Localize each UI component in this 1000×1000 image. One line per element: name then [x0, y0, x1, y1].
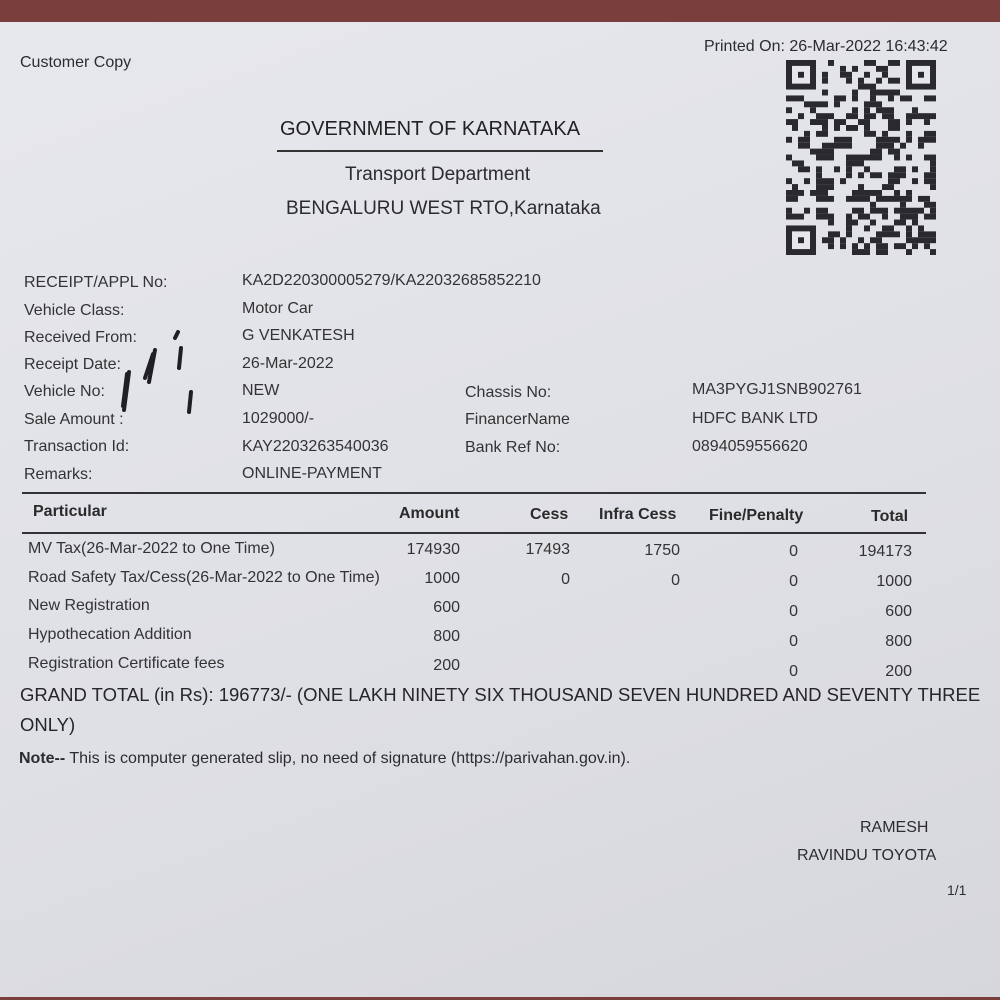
signatory-name: RAMESH: [860, 819, 929, 836]
title-underline: [277, 150, 603, 152]
bank-ref-label: Bank Ref No:: [465, 439, 561, 456]
transaction-id-label: Transaction Id:: [24, 438, 130, 455]
received-from-label: Received From:: [24, 329, 137, 346]
receipt-paper: [0, 22, 1000, 997]
table-row-particular: Hypothecation Addition: [28, 626, 192, 643]
note-prefix: Note--: [19, 750, 66, 767]
sale-amount-value: 1029000/-: [242, 410, 315, 427]
table-row-total: 1000: [876, 573, 912, 590]
table-row-amount: 174930: [406, 541, 460, 558]
table-row-fine: 0: [789, 663, 798, 680]
table-row-particular: Road Safety Tax/Cess(26-Mar-2022 to One Time): [28, 569, 380, 586]
table-row-fine: 0: [789, 573, 798, 590]
grand-total-line-2: ONLY): [20, 714, 76, 735]
table-row-amount: 600: [433, 599, 460, 616]
receipt-no-label: RECEIPT/APPL No:: [24, 274, 168, 291]
printed-on-timestamp: Printed On: 26-Mar-2022 16:43:42: [704, 38, 948, 55]
page-number: 1/1: [947, 882, 967, 898]
remarks-label: Remarks:: [24, 466, 93, 483]
table-row-total: 600: [885, 603, 912, 620]
table-row-cess: 0: [561, 571, 570, 588]
table-row-particular: New Registration: [28, 597, 150, 614]
customer-copy-label: Customer Copy: [20, 54, 132, 71]
col-header-particular: Particular: [33, 503, 107, 520]
table-row-particular: MV Tax(26-Mar-2022 to One Time): [28, 540, 275, 557]
table-row-total: 194173: [858, 543, 912, 560]
sale-amount-label: Sale Amount :: [24, 411, 124, 428]
col-header-amount: Amount: [399, 505, 460, 522]
col-header-total: Total: [871, 508, 909, 525]
bank-ref-value: 0894059556620: [692, 438, 808, 455]
chassis-no-value: MA3PYGJ1SNB902761: [692, 381, 862, 398]
receipt-date-value: 26-Mar-2022: [242, 355, 334, 372]
department-name: Transport Department: [345, 164, 531, 185]
org-title: GOVERNMENT OF KARNATAKA: [280, 118, 581, 140]
table-row-fine: 0: [789, 633, 798, 650]
col-header-infra-cess: Infra Cess: [599, 506, 677, 523]
financer-name-label: FinancerName: [465, 411, 570, 428]
note-text: This is computer generated slip, no need of signature (https://parivahan.gov.in).: [69, 750, 631, 767]
remarks-value: ONLINE-PAYMENT: [242, 465, 382, 482]
grand-total-line-1: GRAND TOTAL (in Rs): 196773/- (ONE LAKH NINETY SIX THOUSAND SEVEN HUNDRED AND SEVENTY THREE: [20, 684, 981, 705]
signatory-dealer: RAVINDU TOYOTA: [797, 847, 937, 864]
table-row-amount: 800: [433, 628, 460, 645]
vehicle-class-value: Motor Car: [242, 300, 314, 317]
rto-office: BENGALURU WEST RTO,Karnataka: [286, 198, 601, 219]
pen-mark-scribble: [115, 312, 205, 442]
receipt-date-label: Receipt Date:: [24, 356, 121, 373]
table-row-infra-cess: 1750: [644, 542, 680, 559]
table-header-rule: [22, 532, 926, 534]
receipt-no-value: KA2D220300005279/KA22032685852210: [242, 272, 541, 289]
vehicle-class-label: Vehicle Class:: [24, 302, 125, 319]
table-top-rule: [22, 492, 926, 494]
col-header-cess: Cess: [530, 506, 569, 523]
vehicle-no-label: Vehicle No:: [24, 383, 105, 400]
transaction-id-value: KAY2203263540036: [242, 438, 389, 455]
chassis-no-label: Chassis No:: [465, 384, 552, 401]
table-row-total: 200: [885, 663, 912, 680]
table-row-total: 800: [885, 633, 912, 650]
table-row-cess: 17493: [525, 541, 570, 558]
table-row-fine: 0: [789, 603, 798, 620]
table-row-infra-cess: 0: [671, 572, 680, 589]
note-line: [19, 750, 630, 768]
table-row-particular: Registration Certificate fees: [28, 655, 225, 672]
received-from-value: G VENKATESH: [242, 327, 355, 344]
col-header-fine-penalty: Fine/Penalty: [709, 507, 804, 524]
table-row-fine: 0: [789, 543, 798, 560]
qr-code-image: [786, 60, 936, 255]
table-row-amount: 1000: [424, 570, 460, 587]
financer-name-value: HDFC BANK LTD: [692, 410, 818, 427]
vehicle-no-value: NEW: [242, 382, 280, 399]
table-row-amount: 200: [433, 657, 460, 674]
